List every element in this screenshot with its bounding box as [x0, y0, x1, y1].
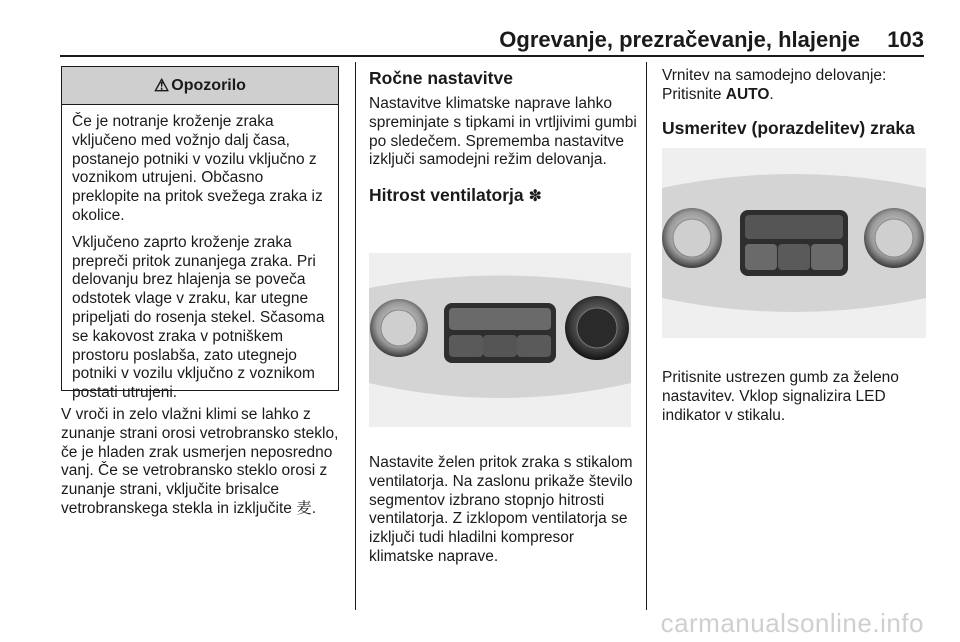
manual-settings-section — [369, 67, 637, 208]
defog-paragraph-block — [61, 406, 343, 519]
watermark: carmanualsonline.info — [660, 608, 924, 638]
warning-paragraph: Če je notranje kroženje zraka vključeno med vožnjo dalj časa, postanejo potniki v vozilu vključno z voznikom utrujeni. Občasno preklopite na pritok svežega zraka iz okolice. — [72, 113, 323, 224]
air-distribution-heading: Usmeritev (porazdelitev) zraka — [662, 117, 915, 138]
air-distribution-paragraph: Pritisnite ustrezen gumb za želeno nastavitev. Vklop signalizira LED indikator v stikalu. — [662, 369, 899, 424]
column-divider — [646, 62, 647, 610]
fan-speed-text-block — [369, 454, 637, 567]
climate-panel-photo-fan — [369, 253, 631, 427]
wiper-icon: ⻨ — [296, 499, 312, 517]
page-title: Ogrevanje, prezračevanje, hlajenje — [499, 27, 860, 52]
air-distribution-text-block — [662, 369, 932, 425]
warning-box — [61, 66, 339, 402]
warning-triangle-icon: ⚠ — [154, 75, 170, 95]
fan-icon: ✽ — [528, 188, 542, 206]
defog-paragraph: V vroči in zelo vlažni klimi se lahko z zunanje strani orosi vetrobransko steklo, če je hladen zrak usmerjen neposredno vanj. Če se vetrobransko steklo orosi z zunanje strani, vključite brisalce vetrobranskega stekla in izključite ⻨. — [61, 406, 339, 517]
page-number: 103 — [887, 27, 924, 52]
warning-box-header — [62, 67, 338, 105]
fan-speed-heading: Hitrost ventilatorja ✽ — [369, 185, 542, 206]
auto-mode-section — [662, 67, 932, 139]
warning-paragraph: Vključeno zaprto kroženje zraka prepreči pritok zunanjega zraka. Pri delovanju brez hlajenja se poveča odstotek vlage v zraku, kar utegne pripeljati do rosenja stekel. Sčasoma se kakovost zraka v potniškem prostoru poslabša, zato utegnejo potniki v vozilu vključno z voznikom postati utrujeni. — [72, 233, 325, 402]
climate-panel-photo-distribution — [662, 148, 926, 338]
section-heading: Ročne nastavitve — [369, 68, 513, 88]
warning-body — [62, 105, 338, 403]
fan-speed-paragraph: Nastavite želen pritok zraka s stikalom ventilatorja. Na zaslonu prikaže število segmentov izbrano stopnjo hitrosti ventilatorja. Z izklopom ventilatorja se izključi tudi hladilni kompresor klimatske naprave. — [369, 454, 633, 565]
header-rule — [60, 55, 924, 57]
column-divider — [355, 62, 356, 610]
warning-title: Opozorilo — [171, 76, 246, 94]
auto-mode-paragraph: Vrnitev na samodejno delovanje: Pritisnite AUTO. — [662, 67, 887, 103]
manual-settings-paragraph: Nastavitve klimatske naprave lahko spreminjate s tipkami in vrtljivimi gumbi po sledečem. Sprememba nastavitve izključi samodejni režim delovanja. — [369, 95, 637, 169]
